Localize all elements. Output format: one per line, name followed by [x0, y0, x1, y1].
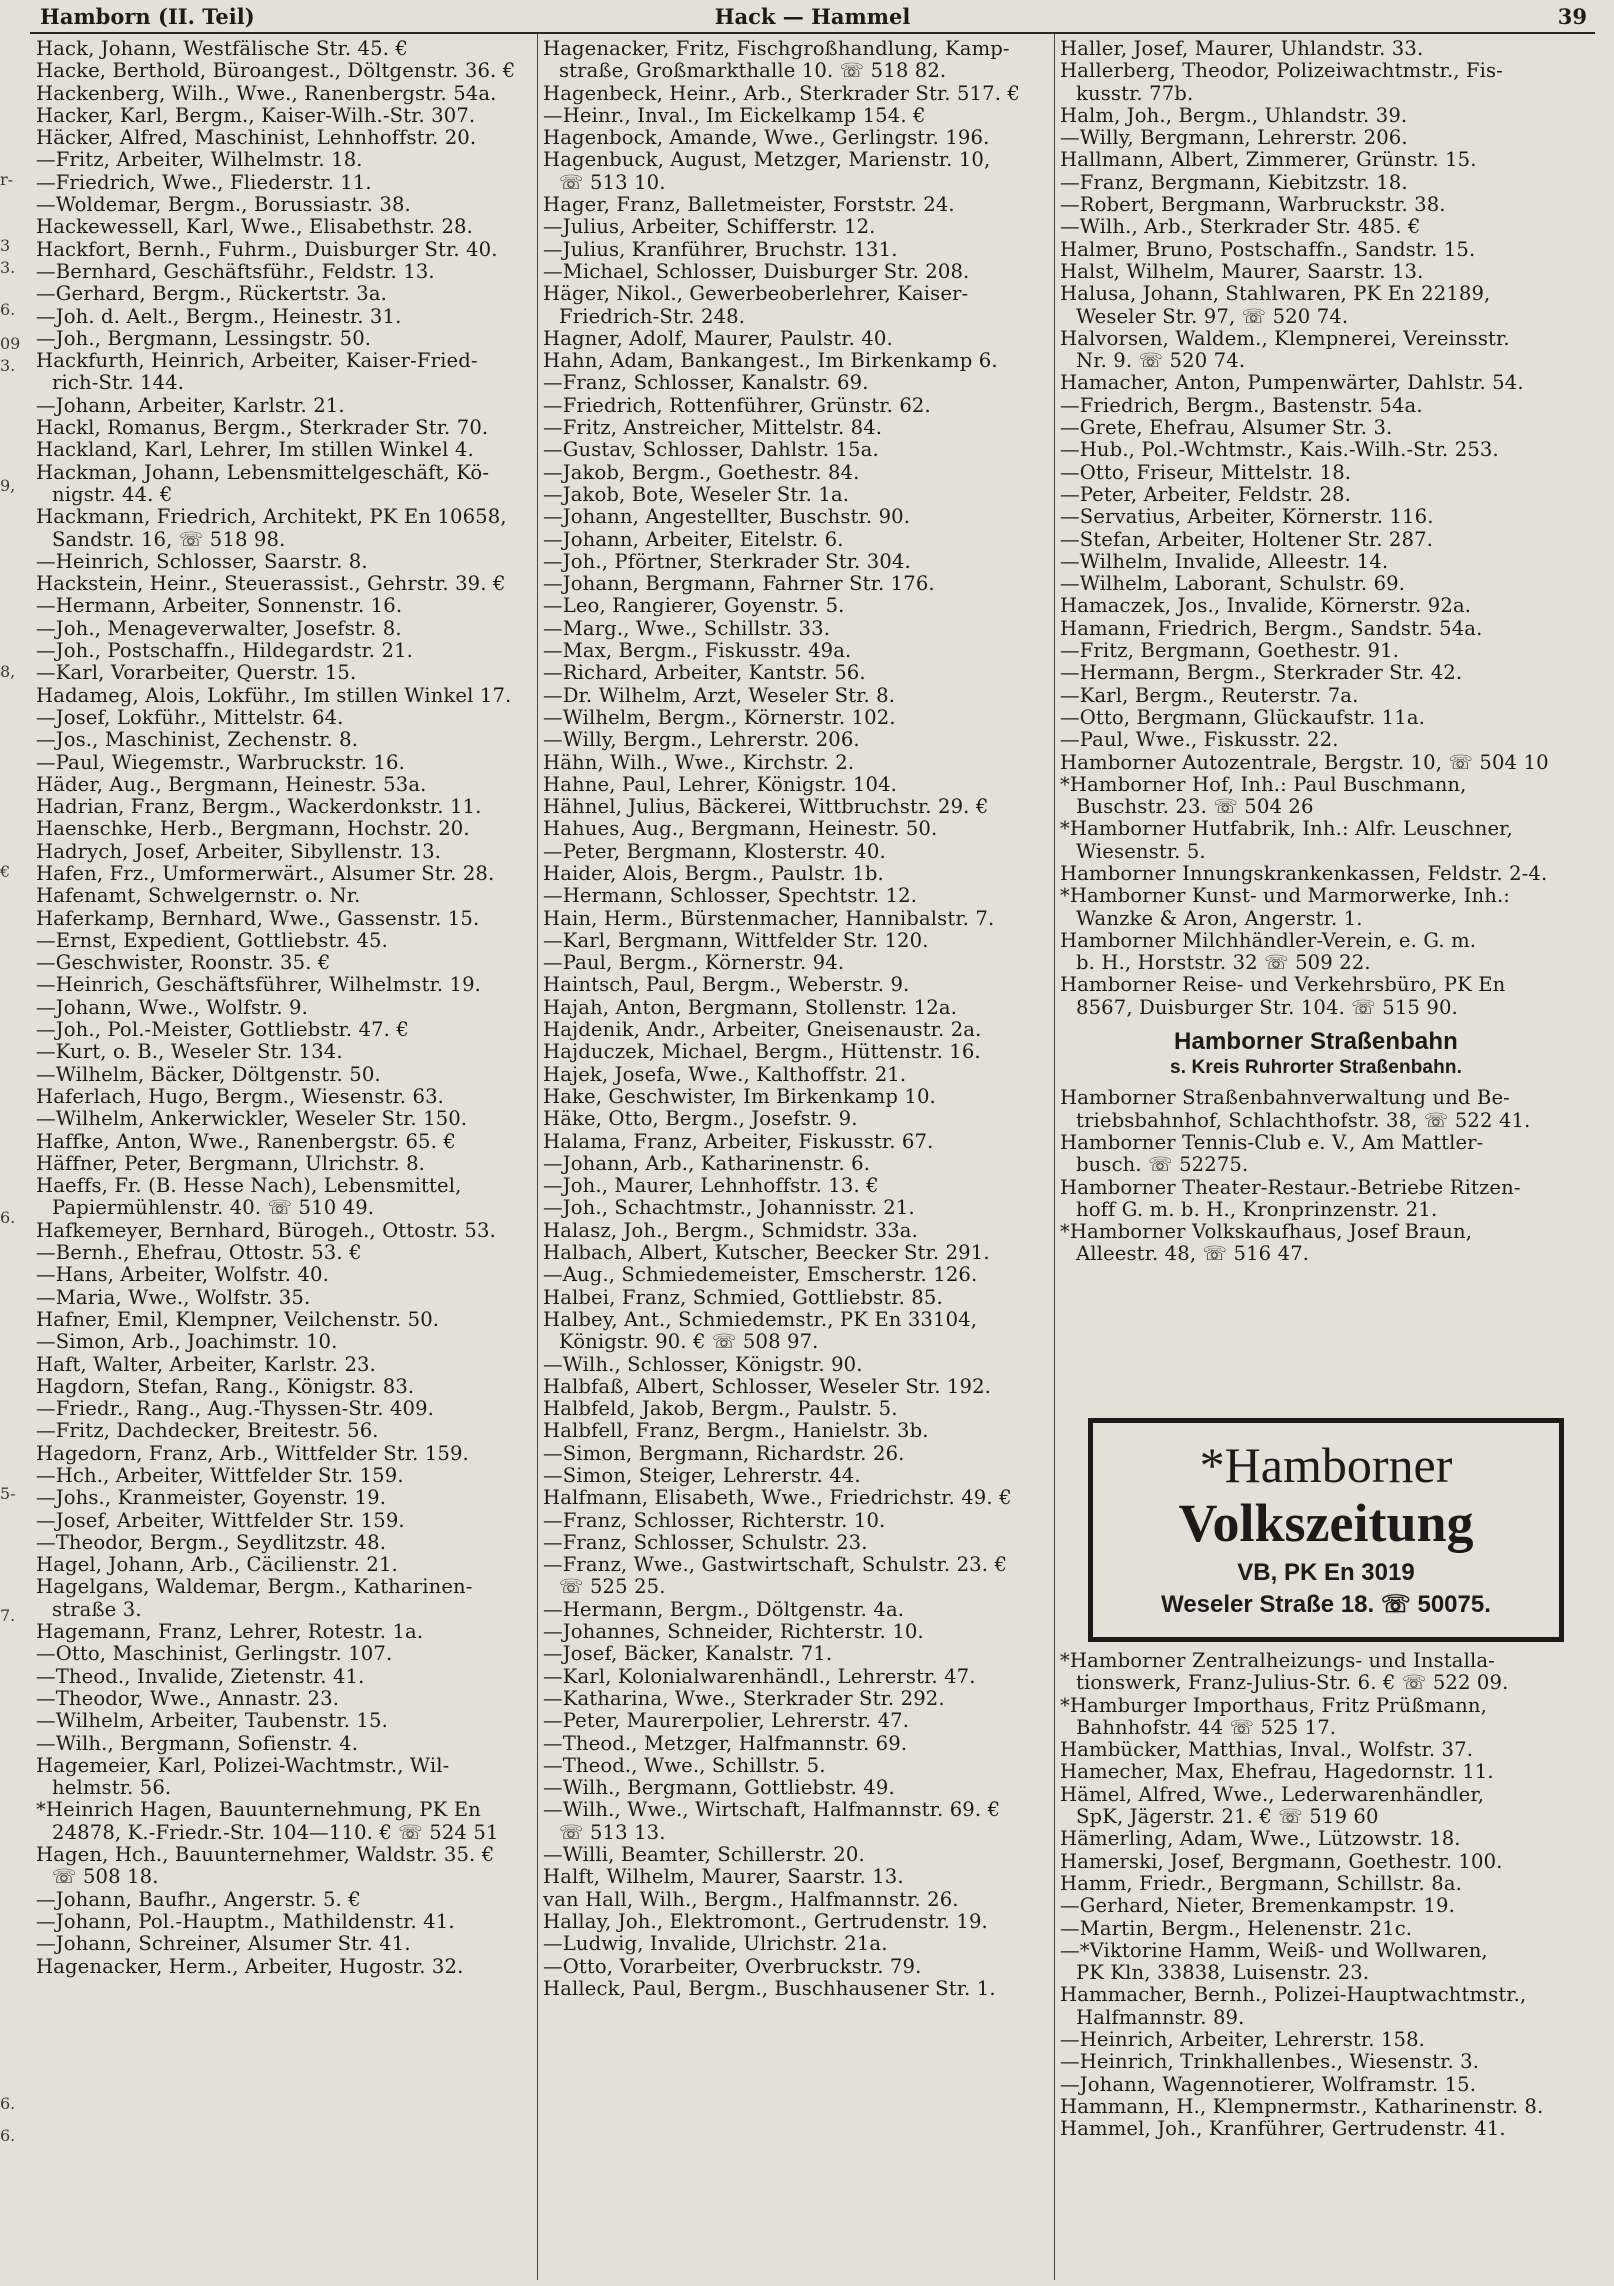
page-number: 39: [1557, 4, 1587, 29]
directory-entry-line: Hafen, Frz., Umformerwärt., Alsumer Str. 28.: [36, 862, 495, 885]
directory-entry-line: Hafner, Emil, Klempner, Veilchenstr. 50.: [36, 1308, 440, 1331]
directory-entry-line: Hajek, Josefa, Wwe., Kalthoffstr. 21.: [543, 1063, 907, 1086]
directory-entry-line: Hagdorn, Stefan, Rang., Königstr. 83.: [36, 1375, 415, 1398]
directory-entry-line: Halst, Wilhelm, Maurer, Saarstr. 13.: [1060, 260, 1424, 283]
directory-entry-line: Alleestr. 48, ☏ 516 47.: [1076, 1243, 1310, 1266]
margin-mark: 3: [0, 236, 11, 255]
directory-entry-line: —Hub., Pol.-Wchtmstr., Kais.-Wilh.-Str. 253.: [1060, 439, 1499, 462]
directory-entry-line: —Karl, Bergmann, Wittfelder Str. 120.: [543, 929, 929, 952]
directory-entry-line: —Franz, Bergmann, Kiebitzstr. 18.: [1060, 171, 1408, 194]
directory-entry-line: Hager, Franz, Balletmeister, Forststr. 24.: [543, 194, 955, 217]
directory-entry-line: —Leo, Rangierer, Goyenstr. 5.: [543, 595, 845, 618]
directory-entry-line: Hähnel, Julius, Bäckerei, Wittbruchstr. 29. €: [543, 796, 989, 819]
directory-entry-line: Hambücker, Matthias, Inval., Wolfstr. 37.: [1060, 1739, 1474, 1762]
directory-entry-line: *Hamborner Volkskaufhaus, Josef Braun,: [1060, 1221, 1473, 1244]
directory-entry-line: —Joh., Postschaffn., Hildegardstr. 21.: [36, 640, 414, 663]
margin-mark: r-: [0, 170, 14, 189]
directory-entry-line: Haft, Walter, Arbeiter, Karlstr. 23.: [36, 1353, 376, 1376]
directory-entry-line: Hadameg, Alois, Lokführ., Im stillen Winkel 17.: [36, 684, 512, 707]
directory-entry-line: —Theodor, Wwe., Annastr. 23.: [36, 1687, 340, 1710]
directory-entry-line: —Friedrich, Bergm., Bastenstr. 54a.: [1060, 394, 1423, 417]
directory-entry-line: Haffke, Anton, Wwe., Ranenbergstr. 65. €: [36, 1130, 456, 1153]
directory-entry-line: Hackmann, Friedrich, Architekt, PK En 10658,: [36, 506, 507, 529]
directory-entry-line: —Johann, Pol.-Hauptm., Mathildenstr. 41.: [36, 1910, 455, 1933]
directory-entry-line: —Maria, Wwe., Wolfstr. 35.: [36, 1286, 311, 1309]
directory-entry-line: —Robert, Bergmann, Warbruckstr. 38.: [1060, 194, 1446, 217]
directory-entry-line: Nr. 9. ☏ 520 74.: [1076, 350, 1246, 373]
directory-entry-line: —Servatius, Arbeiter, Körnerstr. 116.: [1060, 506, 1434, 529]
directory-entry-line: —Theod., Wwe., Schillstr. 5.: [543, 1754, 826, 1777]
directory-entry-line: Hadrych, Josef, Arbeiter, Sibyllenstr. 13.: [36, 840, 442, 863]
directory-entry-line: Hagemeier, Karl, Polizei-Wachtmstr., Wil-: [36, 1754, 450, 1777]
margin-mark: 09: [0, 334, 21, 353]
directory-entry-line: Hacker, Karl, Bergm., Kaiser-Wilh.-Str. 307.: [36, 104, 476, 127]
directory-entry-line: Haferlach, Hugo, Bergm., Wiesenstr. 63.: [36, 1085, 445, 1108]
directory-entry-line: ☏ 513 13.: [559, 1821, 666, 1844]
directory-entry-line: —Simon, Steiger, Lehrerstr. 44.: [543, 1465, 861, 1487]
directory-entry-line: Haider, Alois, Bergm., Paulstr. 1b.: [543, 862, 884, 885]
directory-entry-line: —Julius, Arbeiter, Schifferstr. 12.: [543, 216, 876, 239]
directory-entry-line: Haeffs, Fr. (B. Hesse Nach), Lebensmittel,: [36, 1175, 462, 1198]
margin-mark: 5-: [0, 1484, 16, 1503]
directory-entry-line: PK Kln, 33838, Luisenstr. 23.: [1076, 1962, 1370, 1985]
directory-entry-line: Hagel, Johann, Arb., Cäcilienstr. 21.: [36, 1554, 398, 1577]
directory-entry-line: Haller, Josef, Maurer, Uhlandstr. 33.: [1060, 38, 1424, 60]
directory-entry-line: Hajduczek, Michael, Bergm., Hüttenstr. 16.: [543, 1041, 981, 1064]
directory-entry-line: —Marg., Wwe., Schillstr. 33.: [543, 617, 831, 640]
directory-entry-line: rich-Str. 144.: [52, 372, 185, 395]
directory-entry-line: Hamerski, Josef, Bergmann, Goethestr. 100.: [1060, 1850, 1503, 1873]
directory-entry-line: Hackland, Karl, Lehrer, Im stillen Winkel 4.: [36, 439, 474, 462]
directory-entry-line: —Wilhelm, Laborant, Schulstr. 69.: [1060, 573, 1406, 596]
directory-entry-line: —Johs., Kranmeister, Goyenstr. 19.: [36, 1487, 387, 1510]
directory-entry-line: —Joh. d. Aelt., Bergm., Heinestr. 31.: [36, 305, 402, 328]
directory-entry-line: Hafkemeyer, Bernhard, Bürogeh., Ottostr. 53.: [36, 1219, 496, 1242]
directory-entry-line: Sandstr. 16, ☏ 518 98.: [52, 528, 286, 551]
directory-entry-line: —Otto, Maschinist, Gerlingstr. 107.: [36, 1643, 393, 1666]
directory-entry-line: —Richard, Arbeiter, Kantstr. 56.: [543, 662, 866, 685]
directory-entry-line: Hackman, Johann, Lebensmittelgeschäft, Kö-: [36, 461, 490, 484]
directory-entry-line: *Hamborner Hutfabrik, Inh.: Alfr. Leuschner,: [1060, 818, 1513, 841]
directory-entry-line: —Johann, Schreiner, Alsumer Str. 41.: [36, 1933, 411, 1956]
directory-entry-line: —Heinr., Inval., Im Eickelkamp 154. €: [543, 104, 926, 127]
directory-entry-line: Häffner, Peter, Bergmann, Ulrichstr. 8.: [36, 1152, 426, 1175]
directory-entry-line: Friedrich-Str. 248.: [559, 305, 746, 328]
directory-entry-line: —Joh., Pol.-Meister, Gottliebstr. 47. €: [36, 1019, 409, 1042]
margin-mark: 3.: [0, 356, 16, 375]
directory-entry-line: —Jos., Maschinist, Zechenstr. 8.: [36, 729, 359, 752]
directory-entry-line: helmstr. 56.: [52, 1777, 172, 1800]
directory-entry-line: —Willy, Bergm., Lehrerstr. 206.: [543, 729, 860, 752]
margin-mark: €: [0, 862, 11, 881]
directory-entry-line: —Gerhard, Nieter, Bremenkampstr. 19.: [1060, 1895, 1455, 1918]
directory-entry-line: Hähn, Wilh., Wwe., Kirchstr. 2.: [543, 751, 855, 774]
directory-entry-line: Halbfeld, Jakob, Bergm., Paulstr. 5.: [543, 1398, 898, 1421]
directory-entry-line: kusstr. 77b.: [1076, 82, 1194, 105]
directory-entry-line: —Johannes, Schneider, Richterstr. 10.: [543, 1621, 924, 1644]
directory-entry-line: —Dr. Wilhelm, Arzt, Weseler Str. 8.: [543, 684, 896, 707]
directory-entry-line: Halama, Franz, Arbeiter, Fiskusstr. 67.: [543, 1130, 934, 1153]
directory-entry-line: —Franz, Wwe., Gastwirtschaft, Schulstr. 23. €: [543, 1554, 1008, 1577]
margin-mark: 8,: [0, 662, 16, 681]
directory-entry-line: Hamborner Theater-Restaur.-Betriebe Ritzen-: [1060, 1176, 1521, 1199]
directory-entry-line: —Gustav, Schlosser, Dahlstr. 15a.: [543, 439, 879, 462]
directory-entry-line: —Josef, Lokführ., Mittelstr. 64.: [36, 706, 344, 729]
directory-entry-line: —Peter, Bergmann, Klosterstr. 40.: [543, 840, 886, 863]
directory-entry-line: —Theodor, Bergm., Seydlitzstr. 48.: [36, 1531, 387, 1554]
directory-entry-line: *Hamburger Importhaus, Fritz Prüßmann,: [1060, 1694, 1487, 1717]
directory-entry-line: Hahues, Aug., Bergmann, Heinestr. 50.: [543, 818, 938, 841]
directory-entry-line: Hallay, Joh., Elektromont., Gertrudenstr. 19.: [543, 1910, 988, 1933]
directory-entry-line: —Jakob, Bote, Weseler Str. 1a.: [543, 483, 850, 506]
section-subtitle: s. Kreis Ruhrorter Straßenbahn.: [1170, 1057, 1462, 1079]
directory-entry-line: —Karl, Vorarbeiter, Querstr. 15.: [36, 662, 357, 685]
directory-entry-line: Papiermühlenstr. 40. ☏ 510 49.: [52, 1197, 375, 1220]
column-1: [36, 38, 548, 2278]
directory-entry-line: —Ernst, Expedient, Gottliebstr. 45.: [36, 929, 388, 952]
directory-entry-line: van Hall, Wilh., Bergm., Halfmannstr. 26.: [543, 1888, 959, 1911]
directory-entry-line: Wanzke & Aron, Angerstr. 1.: [1076, 907, 1363, 930]
directory-entry-line: Hafenamt, Schwelgernstr. o. Nr.: [36, 885, 361, 908]
directory-entry-line: Halfmann, Elisabeth, Wwe., Friedrichstr. 49. €: [543, 1487, 1012, 1510]
directory-entry-line: —Grete, Ehefrau, Alsumer Str. 3.: [1060, 417, 1393, 440]
directory-entry-line: busch. ☏ 52275.: [1076, 1154, 1249, 1177]
directory-entry-line: Hamborner Autozentrale, Bergstr. 10, ☏ 504 10: [1060, 751, 1549, 774]
directory-entry-line: 8567, Duisburger Str. 104. ☏ 515 90.: [1076, 996, 1458, 1019]
directory-entry-line: Halleck, Paul, Bergm., Buschhausener Str. 1.: [543, 1977, 996, 2000]
ad-line-1: *Hamborner: [1199, 1437, 1453, 1493]
directory-entry-line: —Hermann, Arbeiter, Sonnenstr. 16.: [36, 595, 403, 618]
directory-entry-line: —Simon, Bergmann, Richardstr. 26.: [543, 1442, 905, 1465]
column-3-lower: [1060, 1650, 1572, 2280]
directory-entry-line: —Wilh., Bergmann, Sofienstr. 4.: [36, 1732, 359, 1755]
directory-entry-line: —Willy, Bergmann, Lehrerstr. 206.: [1060, 127, 1408, 150]
directory-entry-line: —Wilhelm, Arbeiter, Taubenstr. 15.: [36, 1710, 388, 1733]
directory-entry-line: ☏ 508 18.: [52, 1866, 159, 1889]
directory-entry-line: —Friedr., Rang., Aug.-Thyssen-Str. 409.: [36, 1398, 435, 1421]
directory-entry-line: —Fritz, Arbeiter, Wilhelmstr. 18.: [36, 149, 363, 172]
directory-entry-line: Halmer, Bruno, Postschaffn., Sandstr. 15.: [1060, 238, 1476, 261]
directory-entry-line: —Wilh., Schlosser, Königstr. 90.: [543, 1353, 863, 1376]
directory-entry-line: Hagelgans, Waldemar, Bergm., Katharinen-: [36, 1576, 473, 1599]
directory-entry-line: Weseler Str. 97, ☏ 520 74.: [1076, 305, 1349, 328]
directory-entry-line: —Julius, Kranführer, Bruchstr. 131.: [543, 238, 898, 261]
directory-entry-line: Hagner, Adolf, Maurer, Paulstr. 40.: [543, 327, 893, 350]
directory-entry-line: Hahne, Paul, Lehrer, Königstr. 104.: [543, 773, 898, 796]
directory-entry-line: —Simon, Arb., Joachimstr. 10.: [36, 1331, 338, 1354]
directory-entry-line: Hackstein, Heinr., Steuerassist., Gehrstr. 39. €: [36, 573, 506, 596]
directory-entry-line: —Hermann, Bergm., Sterkrader Str. 42.: [1060, 662, 1463, 685]
directory-entry-line: Hamann, Friedrich, Bergm., Sandstr. 54a.: [1060, 617, 1483, 640]
directory-entry-line: Häcker, Alfred, Maschinist, Lehnhoffstr. 20.: [36, 127, 477, 150]
directory-entry-line: Hagenbuck, August, Metzger, Marienstr. 10,: [543, 149, 991, 172]
directory-entry-line: —Wilhelm, Invalide, Alleestr. 14.: [1060, 550, 1389, 573]
directory-entry-line: —Franz, Schlosser, Richterstr. 10.: [543, 1509, 886, 1532]
directory-entry-line: Hämel, Alfred, Wwe., Lederwarenhändler,: [1060, 1783, 1485, 1806]
directory-entry-line: triebsbahnhof, Schlachthofstr. 38, ☏ 522 41.: [1076, 1109, 1531, 1132]
margin-mark: 9,: [0, 476, 16, 495]
directory-entry-line: 24878, K.-Friedr.-Str. 104—110. € ☏ 524 51: [52, 1821, 499, 1844]
directory-entry-line: Hamborner Straßenbahnverwaltung und Be-: [1060, 1087, 1510, 1110]
directory-entry-line: —Otto, Bergmann, Glückaufstr. 11a.: [1060, 706, 1425, 729]
directory-entry-line: —Martin, Bergm., Helenenstr. 21c.: [1060, 1917, 1413, 1940]
directory-entry-line: Hake, Geschwister, Im Birkenkamp 10.: [543, 1085, 936, 1108]
directory-entry-line: —Heinrich, Arbeiter, Lehrerstr. 158.: [1060, 2029, 1426, 2052]
directory-entry-line: —Heinrich, Schlosser, Saarstr. 8.: [36, 550, 368, 573]
directory-entry-line: —Josef, Arbeiter, Wittfelder Str. 159.: [36, 1509, 405, 1532]
directory-entry-line: —Friedrich, Wwe., Fliederstr. 11.: [36, 171, 372, 194]
directory-entry-line: —Hermann, Schlosser, Spechtstr. 12.: [543, 885, 918, 908]
directory-entry-line: —Gerhard, Bergm., Rückertstr. 3a.: [36, 283, 388, 306]
directory-entry-line: Halft, Wilhelm, Maurer, Saarstr. 13.: [543, 1866, 904, 1889]
directory-entry-line: Hagenbock, Amande, Wwe., Gerlingstr. 196.: [543, 127, 990, 150]
directory-entry-line: b. H., Horststr. 32 ☏ 509 22.: [1076, 952, 1371, 975]
directory-entry-line: Hadrian, Franz, Bergm., Wackerdonkstr. 11.: [36, 796, 482, 819]
directory-entry-line: Wiesenstr. 5.: [1076, 840, 1206, 863]
directory-entry-line: Häke, Otto, Bergm., Josefstr. 9.: [543, 1108, 858, 1131]
header-left-title: Hamborn (II. Teil): [40, 4, 255, 29]
directory-entry-line: *Hamborner Kunst- und Marmorwerke, Inh.:: [1060, 885, 1511, 908]
directory-entry-line: Halm, Joh., Bergm., Uhlandstr. 39.: [1060, 104, 1408, 127]
directory-entry-line: straße, Großmarkthalle 10. ☏ 518 82.: [559, 60, 947, 83]
directory-entry-line: —Wilhelm, Ankerwickler, Weseler Str. 150.: [36, 1108, 468, 1131]
directory-entry-line: —Johann, Arbeiter, Karlstr. 21.: [36, 394, 345, 417]
directory-entry-line: Hackfurth, Heinrich, Arbeiter, Kaiser-Fried-: [36, 350, 478, 373]
directory-entry-line: —Johann, Bergmann, Fahrner Str. 176.: [543, 573, 935, 596]
directory-entry-line: Halfmannstr. 89.: [1076, 2006, 1245, 2029]
directory-entry-line: Hagenacker, Herm., Arbeiter, Hugostr. 32.: [36, 1955, 464, 1978]
directory-entry-line: —Jakob, Bergm., Goethestr. 84.: [543, 461, 860, 484]
directory-entry-line: —Heinrich, Trinkhallenbes., Wiesenstr. 3.: [1060, 2051, 1480, 2074]
directory-entry-line: straße 3.: [52, 1598, 142, 1621]
directory-entry-line: —Joh., Maurer, Lehnhoffstr. 13. €: [543, 1175, 879, 1198]
directory-entry-line: Halasz, Joh., Bergm., Schmidstr. 33a.: [543, 1219, 918, 1242]
directory-entry-line: —Stefan, Arbeiter, Holtener Str. 287.: [1060, 528, 1434, 551]
directory-entry-line: —Wilh., Arb., Sterkrader Str. 485. €: [1060, 216, 1421, 239]
directory-entry-line: Hack, Johann, Westfälische Str. 45. €: [36, 38, 408, 60]
directory-entry-line: —Hch., Arbeiter, Wittfelder Str. 159.: [36, 1465, 404, 1487]
directory-entry-line: —Franz, Schlosser, Kanalstr. 69.: [543, 372, 869, 395]
directory-entry-line: *Heinrich Hagen, Bauunternehmung, PK En: [36, 1799, 481, 1822]
directory-entry-line: hoff G. m. b. H., Kronprinzenstr. 21.: [1076, 1198, 1438, 1221]
column-2: [543, 38, 1055, 2278]
directory-entry-line: Häder, Aug., Bergmann, Heinestr. 53a.: [36, 773, 427, 796]
directory-entry-line: Halvorsen, Waldem., Klempnerei, Vereinsstr.: [1060, 327, 1510, 350]
directory-entry-line: Halbey, Ant., Schmiedemstr., PK En 33104,: [543, 1308, 978, 1331]
directory-entry-line: —Joh., Pförtner, Sterkrader Str. 304.: [543, 550, 911, 573]
directory-entry-line: Hagenbeck, Heinr., Arb., Sterkrader Str. 517. €: [543, 82, 1021, 105]
directory-entry-line: Hajdenik, Andr., Arbeiter, Gneisenaustr. 2a.: [543, 1019, 982, 1042]
ad-line-2: Volkszeitung: [1178, 1493, 1474, 1553]
directory-entry-line: Hackfort, Bernh., Fuhrm., Duisburger Str. 40.: [36, 238, 498, 261]
directory-entry-line: —Aug., Schmiedemeister, Emscherstr. 126.: [543, 1264, 978, 1287]
directory-entry-line: Hamborner Tennis-Club e. V., Am Mattler-: [1060, 1131, 1484, 1154]
directory-entry-line: —Karl, Bergm., Reuterstr. 7a.: [1060, 684, 1359, 707]
directory-entry-line: —Paul, Wiegemstr., Warbruckstr. 16.: [36, 751, 405, 774]
directory-entry-line: —Karl, Kolonialwarenhändl., Lehrerstr. 47.: [543, 1665, 976, 1688]
directory-entry-line: —Franz, Schlosser, Schulstr. 23.: [543, 1531, 868, 1554]
margin-mark: 6.: [0, 1208, 16, 1227]
directory-entry-line: SpK, Jägerstr. 21. € ☏ 519 60: [1076, 1806, 1379, 1829]
directory-entry-line: ☏ 525 25.: [559, 1576, 666, 1599]
header-center-title: Hack — Hammel: [714, 4, 911, 29]
directory-entry-line: —Wilh., Wwe., Wirtschaft, Halfmannstr. 69. €: [543, 1799, 1001, 1822]
directory-entry-line: —Fritz, Dachdecker, Breitestr. 56.: [36, 1420, 379, 1443]
directory-entry-line: Halusa, Johann, Stahlwaren, PK En 22189,: [1060, 283, 1491, 306]
directory-entry-line: Hacke, Berthold, Büroangest., Döltgenstr. 36. €: [36, 60, 516, 83]
directory-entry-line: —Katharina, Wwe., Sterkrader Str. 292.: [543, 1687, 945, 1710]
directory-entry-line: Haferkamp, Bernhard, Wwe., Gassenstr. 15.: [36, 907, 480, 930]
directory-entry-line: Hamaczek, Jos., Invalide, Körnerstr. 92a.: [1060, 595, 1472, 618]
ad-line-3: VB, PK En 3019: [1237, 1559, 1415, 1586]
section-title: Hamborner Straßenbahn: [1174, 1028, 1458, 1056]
directory-entry-line: Hajah, Anton, Bergmann, Stollenstr. 12a.: [543, 996, 958, 1019]
directory-entry-line: *Hamborner Zentralheizungs- und Installa-: [1060, 1650, 1495, 1672]
directory-entry-line: —Heinrich, Geschäftsführer, Wilhelmstr. 19.: [36, 974, 482, 997]
directory-entry-line: Hagedorn, Franz, Arb., Wittfelder Str. 159.: [36, 1442, 469, 1465]
directory-entry-line: —Otto, Vorarbeiter, Overbruckstr. 79.: [543, 1955, 922, 1978]
directory-entry-line: —Geschwister, Roonstr. 35. €: [36, 952, 331, 975]
directory-entry-line: —Peter, Arbeiter, Feldstr. 28.: [1060, 483, 1351, 506]
directory-entry-line: —Theod., Metzger, Halfmannstr. 69.: [543, 1732, 908, 1755]
directory-entry-line: Hamborner Milchhändler-Verein, e. G. m.: [1060, 929, 1477, 952]
directory-entry-line: —Kurt, o. B., Weseler Str. 134.: [36, 1041, 343, 1064]
directory-entry-line: Hamborner Innungskrankenkassen, Feldstr. 2-4.: [1060, 862, 1548, 885]
directory-entry-line: Haenschke, Herb., Bergmann, Hochstr. 20.: [36, 818, 470, 841]
margin-mark: 6.: [0, 2126, 16, 2145]
directory-entry-line: Haintsch, Paul, Bergm., Weberstr. 9.: [543, 974, 910, 997]
directory-entry-line: —Paul, Bergm., Körnerstr. 94.: [543, 952, 845, 975]
directory-entry-line: —Fritz, Bergmann, Goethestr. 91.: [1060, 640, 1400, 663]
directory-entry-line: Hammacher, Bernh., Polizei-Hauptwachtmstr.,: [1060, 1984, 1527, 2007]
directory-entry-line: —Johann, Angestellter, Buschstr. 90.: [543, 506, 911, 529]
directory-entry-line: —Johann, Baufhr., Angerstr. 5. €: [36, 1888, 361, 1911]
directory-entry-line: —Johann, Arbeiter, Eitelstr. 6.: [543, 528, 844, 551]
directory-entry-line: —Joh., Menageverwalter, Josefstr. 8.: [36, 617, 402, 640]
margin-mark: 6.: [0, 300, 16, 319]
directory-entry-line: —Hans, Arbeiter, Wolfstr. 40.: [36, 1264, 329, 1287]
directory-entry-line: Hämerling, Adam, Wwe., Lützowstr. 18.: [1060, 1828, 1461, 1851]
directory-entry-line: —Bernhard, Geschäftsführ., Feldstr. 13.: [36, 260, 435, 283]
directory-entry-line: —Johann, Wwe., Wolfstr. 9.: [36, 996, 308, 1019]
margin-mark: 3.: [0, 258, 16, 277]
directory-entry-line: —Max, Bergm., Fiskusstr. 49a.: [543, 640, 852, 663]
directory-entry-line: ☏ 513 10.: [559, 171, 666, 194]
directory-entry-line: Hamm, Friedr., Bergmann, Schillstr. 8a.: [1060, 1872, 1462, 1895]
directory-entry-line: —*Viktorine Hamm, Weiß- und Wollwaren,: [1060, 1939, 1488, 1962]
directory-entry-line: —Paul, Wwe., Fiskusstr. 22.: [1060, 729, 1339, 752]
directory-entry-line: —Otto, Friseur, Mittelstr. 18.: [1060, 461, 1352, 484]
directory-entry-line: *Hamborner Hof, Inh.: Paul Buschmann,: [1060, 773, 1467, 796]
page-header: [30, 2, 1595, 34]
directory-entry-line: —Theod., Invalide, Zietenstr. 41.: [36, 1665, 365, 1688]
directory-entry-line: Hamborner Reise- und Verkehrsbüro, PK En: [1060, 974, 1506, 997]
directory-entry-line: Königstr. 90. € ☏ 508 97.: [559, 1331, 819, 1354]
directory-entry-line: Halbei, Franz, Schmied, Gottliebstr. 85.: [543, 1286, 943, 1309]
directory-entry-line: —Bernh., Ehefrau, Ottostr. 53. €: [36, 1242, 362, 1265]
directory-entry-line: —Joh., Schachtmstr., Johannisstr. 21.: [543, 1197, 915, 1220]
directory-entry-line: Hallerberg, Theodor, Polizeiwachtmstr., Fis-: [1060, 60, 1503, 83]
directory-entry-line: —Wilhelm, Bergm., Körnerstr. 102.: [543, 706, 896, 729]
directory-entry-line: Halbfell, Franz, Bergm., Hanielstr. 3b.: [543, 1420, 929, 1443]
directory-entry-line: —Hermann, Bergm., Döltgenstr. 4a.: [543, 1598, 905, 1621]
directory-entry-line: —Ludwig, Invalide, Ulrichstr. 21a.: [543, 1933, 888, 1956]
directory-entry-line: —Willi, Beamter, Schillerstr. 20.: [543, 1844, 865, 1867]
directory-entry-line: Hackenberg, Wilh., Wwe., Ranenbergstr. 54a.: [36, 82, 497, 105]
directory-entry-line: Hamecher, Max, Ehefrau, Hagedornstr. 11.: [1060, 1761, 1494, 1784]
directory-entry-line: —Michael, Schlosser, Duisburger Str. 208.: [543, 260, 970, 283]
directory-entry-line: Häger, Nikol., Gewerbeoberlehrer, Kaiser-: [543, 283, 969, 306]
directory-entry-line: Hallmann, Albert, Zimmerer, Grünstr. 15.: [1060, 149, 1477, 172]
margin-mark: 6.: [0, 2094, 16, 2113]
directory-entry-line: Hagenacker, Fritz, Fischgroßhandlung, Kamp-: [543, 38, 1010, 60]
volkszeitung-advertisement: [1088, 1418, 1564, 1642]
directory-entry-line: —Woldemar, Bergm., Borussiastr. 38.: [36, 194, 411, 217]
directory-entry-line: tionswerk, Franz-Julius-Str. 6. € ☏ 522 09.: [1076, 1672, 1509, 1695]
directory-entry-line: Hagen, Hch., Bauunternehmer, Waldstr. 35. €: [36, 1844, 495, 1867]
directory-entry-line: —Josef, Bäcker, Kanalstr. 71.: [543, 1643, 833, 1666]
directory-entry-line: Hackl, Romanus, Bergm., Sterkrader Str. 70.: [36, 417, 489, 440]
directory-entry-line: Hamacher, Anton, Pumpenwärter, Dahlstr. 54.: [1060, 372, 1524, 395]
directory-entry-line: —Fritz, Anstreicher, Mittelstr. 84.: [543, 417, 883, 440]
margin-mark: 7.: [0, 1606, 16, 1625]
directory-entry-line: Hammel, Joh., Kranführer, Gertrudenstr. 41.: [1060, 2118, 1506, 2141]
directory-entry-line: —Wilhelm, Bäcker, Döltgenstr. 50.: [36, 1063, 381, 1086]
directory-entry-line: —Friedrich, Rottenführer, Grünstr. 62.: [543, 394, 931, 417]
directory-entry-line: Halbfaß, Albert, Schlosser, Weseler Str. 192.: [543, 1375, 991, 1398]
directory-entry-line: Hagemann, Franz, Lehrer, Rotestr. 1a.: [36, 1621, 424, 1644]
directory-entry-line: —Johann, Arb., Katharinenstr. 6.: [543, 1152, 871, 1175]
directory-entry-line: Hammann, H., Klempnermstr., Katharinenstr. 8.: [1060, 2095, 1544, 2118]
directory-entry-line: Bahnhofstr. 44 ☏ 525 17.: [1076, 1716, 1337, 1739]
directory-entry-line: —Joh., Bergmann, Lessingstr. 50.: [36, 327, 372, 350]
directory-entry-line: Hain, Herm., Bürstenmacher, Hannibalstr. 7.: [543, 907, 995, 930]
directory-entry-line: Hahn, Adam, Bankangest., Im Birkenkamp 6.: [543, 350, 998, 373]
ad-line-4: Weseler Straße 18. ☏ 50075.: [1161, 1591, 1491, 1618]
directory-entry-line: Buschstr. 23. ☏ 504 26: [1076, 796, 1314, 819]
directory-entry-line: —Johann, Wagennotierer, Wolframstr. 15.: [1060, 2073, 1477, 2096]
directory-entry-line: nigstr. 44. €: [52, 483, 173, 506]
directory-entry-line: Hackewessell, Karl, Wwe., Elisabethstr. 28.: [36, 216, 473, 239]
directory-entry-line: —Wilh., Bergmann, Gottliebstr. 49.: [543, 1777, 895, 1800]
directory-entry-line: —Peter, Maurerpolier, Lehrerstr. 47.: [543, 1710, 910, 1733]
directory-entry-line: Halbach, Albert, Kutscher, Beecker Str. 291.: [543, 1242, 990, 1265]
